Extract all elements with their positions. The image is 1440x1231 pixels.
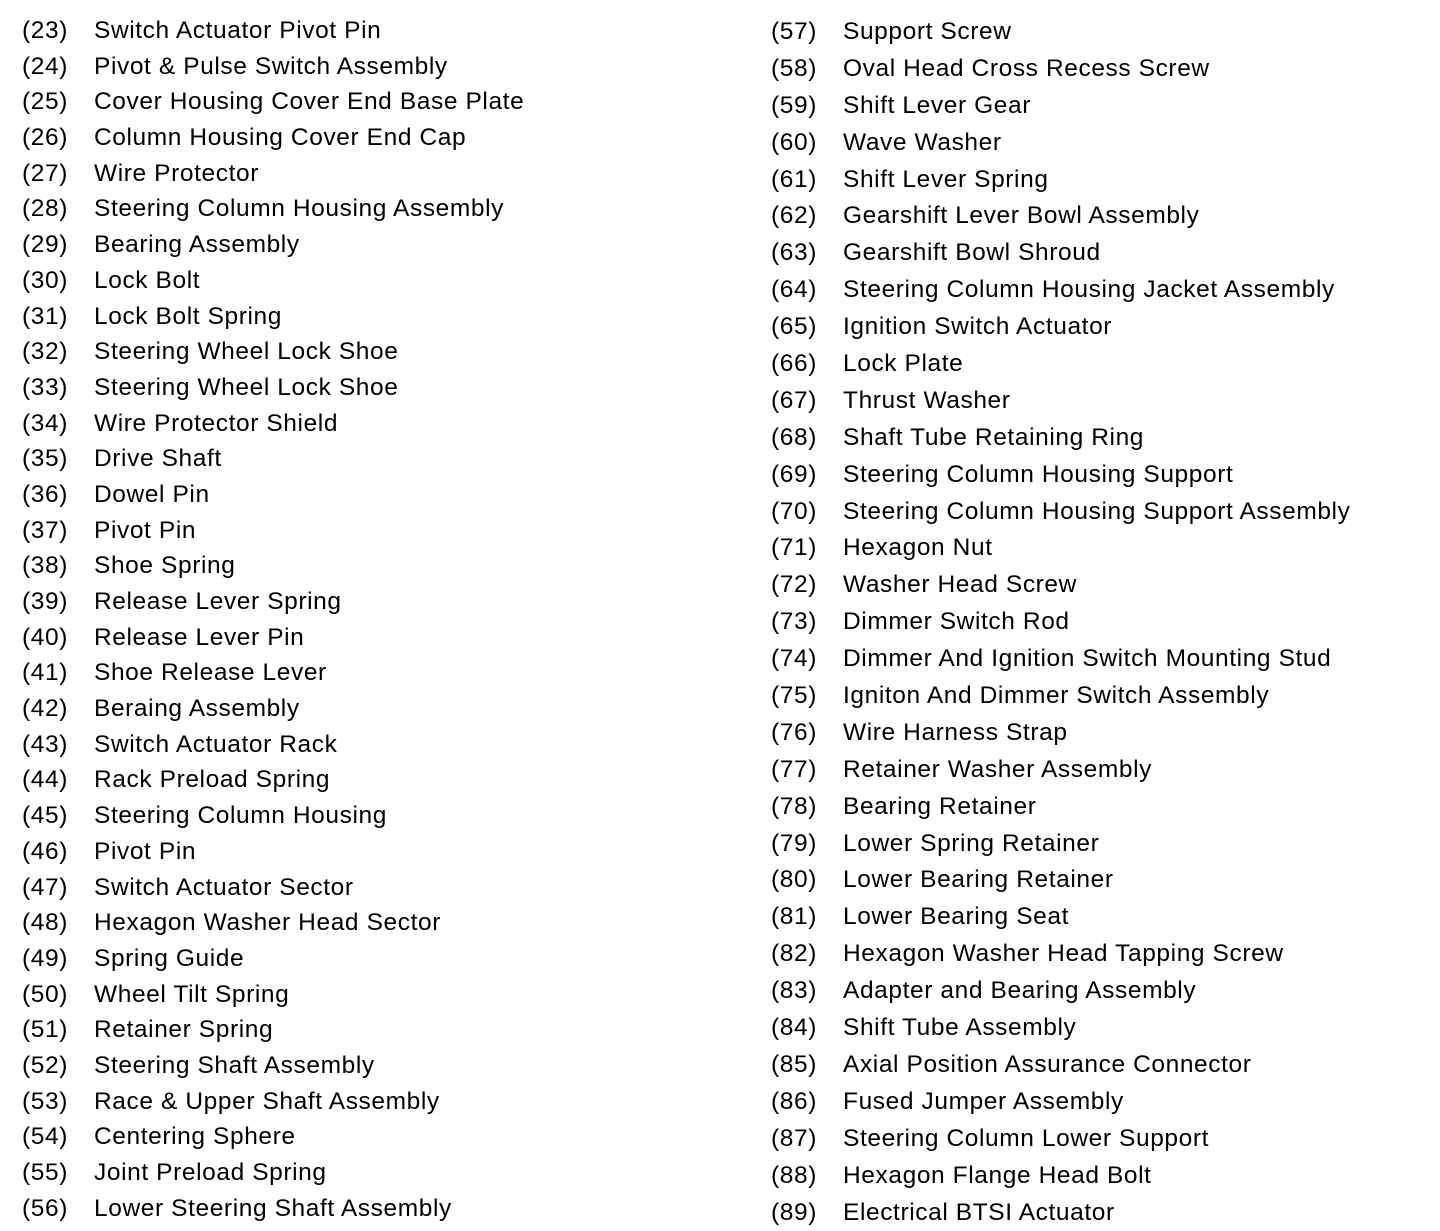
item-name: Steering Wheel Lock Shoe xyxy=(94,334,399,370)
legend-item xyxy=(771,420,1440,457)
item-name: Lower Bearing Retainer xyxy=(843,862,1114,899)
item-name: Wire Protector Shield xyxy=(94,406,338,442)
item-name: Thrust Washer xyxy=(843,383,1011,420)
item-number: (39) xyxy=(22,584,94,620)
item-name: Rack Preload Spring xyxy=(94,762,330,798)
item-name: Hexagon Flange Head Bolt xyxy=(843,1158,1152,1195)
item-name: Switch Actuator Rack xyxy=(94,727,337,763)
item-number: (47) xyxy=(22,870,94,906)
legend-item xyxy=(22,1191,742,1227)
item-name: Gearshift Lever Bowl Assembly xyxy=(843,198,1199,235)
item-number: (88) xyxy=(771,1158,843,1195)
item-number: (41) xyxy=(22,655,94,691)
legend-item xyxy=(771,235,1440,272)
item-name: Release Lever Spring xyxy=(94,584,342,620)
legend-item xyxy=(771,494,1440,531)
legend-item xyxy=(771,272,1440,309)
item-name: Centering Sphere xyxy=(94,1119,296,1155)
item-number: (57) xyxy=(771,14,843,51)
item-name: Shift Lever Spring xyxy=(843,162,1049,199)
item-name: Pivot Pin xyxy=(94,834,196,870)
item-number: (79) xyxy=(771,826,843,863)
legend-item xyxy=(22,870,742,906)
legend-item xyxy=(771,457,1440,494)
item-number: (82) xyxy=(771,936,843,973)
legend-item xyxy=(771,678,1440,715)
item-number: (33) xyxy=(22,370,94,406)
item-number: (46) xyxy=(22,834,94,870)
legend-item xyxy=(22,156,742,192)
item-number: (23) xyxy=(22,13,94,49)
item-name: Ignition Switch Actuator xyxy=(843,309,1112,346)
item-number: (62) xyxy=(771,198,843,235)
item-name: Wire Protector xyxy=(94,156,259,192)
legend-item xyxy=(771,826,1440,863)
legend-item xyxy=(22,227,742,263)
legend-item xyxy=(771,125,1440,162)
item-number: (40) xyxy=(22,620,94,656)
legend-item xyxy=(771,383,1440,420)
legend-item xyxy=(771,309,1440,346)
item-number: (48) xyxy=(22,905,94,941)
item-number: (52) xyxy=(22,1048,94,1084)
item-number: (42) xyxy=(22,691,94,727)
legend-item xyxy=(22,441,742,477)
item-number: (73) xyxy=(771,604,843,641)
item-number: (83) xyxy=(771,973,843,1010)
item-number: (35) xyxy=(22,441,94,477)
legend-item xyxy=(771,88,1440,125)
item-name: Lock Bolt xyxy=(94,263,200,299)
item-name: Igniton And Dimmer Switch Assembly xyxy=(843,678,1269,715)
item-name: Bearing Retainer xyxy=(843,789,1036,826)
item-number: (56) xyxy=(22,1191,94,1227)
item-number: (81) xyxy=(771,899,843,936)
legend-item xyxy=(771,346,1440,383)
item-name: Shaft Tube Retaining Ring xyxy=(843,420,1144,457)
item-number: (80) xyxy=(771,862,843,899)
item-name: Steering Column Housing Assembly xyxy=(94,191,504,227)
item-name: Shift Lever Gear xyxy=(843,88,1031,125)
item-number: (58) xyxy=(771,51,843,88)
item-name: Steering Column Housing Support Assembly xyxy=(843,494,1350,531)
item-name: Steering Column Lower Support xyxy=(843,1121,1209,1158)
item-name: Drive Shaft xyxy=(94,441,222,477)
item-number: (68) xyxy=(771,420,843,457)
legend-item xyxy=(771,198,1440,235)
item-name: Pivot Pin xyxy=(94,513,196,549)
item-name: Oval Head Cross Recess Screw xyxy=(843,51,1210,88)
item-number: (37) xyxy=(22,513,94,549)
legend-item xyxy=(771,789,1440,826)
item-name: Axial Position Assurance Connector xyxy=(843,1047,1252,1084)
item-name: Joint Preload Spring xyxy=(94,1155,327,1191)
item-number: (51) xyxy=(22,1012,94,1048)
legend-item xyxy=(22,548,742,584)
item-name: Hexagon Washer Head Tapping Screw xyxy=(843,936,1284,973)
item-number: (84) xyxy=(771,1010,843,1047)
item-number: (44) xyxy=(22,762,94,798)
item-number: (86) xyxy=(771,1084,843,1121)
legend-item xyxy=(771,752,1440,789)
item-number: (25) xyxy=(22,84,94,120)
item-name: Hexagon Washer Head Sector xyxy=(94,905,441,941)
legend-item xyxy=(22,941,742,977)
item-number: (54) xyxy=(22,1119,94,1155)
legend-item xyxy=(22,299,742,335)
legend-item xyxy=(22,263,742,299)
legend-item xyxy=(22,1155,742,1191)
item-name: Shoe Spring xyxy=(94,548,235,584)
item-number: (72) xyxy=(771,567,843,604)
item-name: Wheel Tilt Spring xyxy=(94,977,289,1013)
legend-item xyxy=(771,899,1440,936)
item-name: Fused Jumper Assembly xyxy=(843,1084,1124,1121)
legend-item xyxy=(22,834,742,870)
item-name: Steering Column Housing Support xyxy=(843,457,1233,494)
item-number: (64) xyxy=(771,272,843,309)
item-name: Pivot & Pulse Switch Assembly xyxy=(94,49,448,85)
legend-item xyxy=(771,51,1440,88)
legend-item xyxy=(22,655,742,691)
legend-item xyxy=(22,120,742,156)
legend-item xyxy=(771,604,1440,641)
item-number: (29) xyxy=(22,227,94,263)
item-number: (34) xyxy=(22,406,94,442)
item-name: Dimmer And Ignition Switch Mounting Stud xyxy=(843,641,1331,678)
item-name: Bearing Assembly xyxy=(94,227,300,263)
item-name: Lower Spring Retainer xyxy=(843,826,1099,863)
item-number: (61) xyxy=(771,162,843,199)
legend-item xyxy=(22,1012,742,1048)
item-name: Gearshift Bowl Shroud xyxy=(843,235,1101,272)
item-number: (38) xyxy=(22,548,94,584)
item-number: (43) xyxy=(22,727,94,763)
item-number: (32) xyxy=(22,334,94,370)
legend-item xyxy=(771,567,1440,604)
item-name: Switch Actuator Pivot Pin xyxy=(94,13,381,49)
item-name: Spring Guide xyxy=(94,941,244,977)
item-name: Wire Harness Strap xyxy=(843,715,1068,752)
item-name: Race & Upper Shaft Assembly xyxy=(94,1084,440,1120)
legend-column-right xyxy=(771,14,1440,1231)
legend-item xyxy=(22,727,742,763)
item-name: Washer Head Screw xyxy=(843,567,1077,604)
item-number: (59) xyxy=(771,88,843,125)
item-name: Dimmer Switch Rod xyxy=(843,604,1070,641)
legend-item xyxy=(22,691,742,727)
item-number: (26) xyxy=(22,120,94,156)
legend-item xyxy=(22,798,742,834)
item-name: Wave Washer xyxy=(843,125,1002,162)
item-number: (67) xyxy=(771,383,843,420)
item-number: (75) xyxy=(771,678,843,715)
item-name: Steering Shaft Assembly xyxy=(94,1048,375,1084)
legend-item xyxy=(771,1121,1440,1158)
legend-item xyxy=(771,862,1440,899)
item-number: (89) xyxy=(771,1195,843,1231)
legend-item xyxy=(771,162,1440,199)
legend-item xyxy=(771,1010,1440,1047)
legend-item xyxy=(22,1084,742,1120)
item-number: (53) xyxy=(22,1084,94,1120)
item-number: (66) xyxy=(771,346,843,383)
item-number: (24) xyxy=(22,49,94,85)
item-name: Lower Bearing Seat xyxy=(843,899,1069,936)
legend-item xyxy=(771,1084,1440,1121)
legend-item xyxy=(22,977,742,1013)
item-name: Shift Tube Assembly xyxy=(843,1010,1076,1047)
legend-item xyxy=(22,762,742,798)
legend-item xyxy=(771,1047,1440,1084)
item-name: Release Lever Pin xyxy=(94,620,304,656)
item-number: (71) xyxy=(771,530,843,567)
item-name: Steering Wheel Lock Shoe xyxy=(94,370,399,406)
item-number: (55) xyxy=(22,1155,94,1191)
item-number: (50) xyxy=(22,977,94,1013)
item-name: Support Screw xyxy=(843,14,1012,51)
item-number: (77) xyxy=(771,752,843,789)
item-number: (36) xyxy=(22,477,94,513)
item-name: Switch Actuator Sector xyxy=(94,870,354,906)
item-number: (74) xyxy=(771,641,843,678)
legend-item xyxy=(22,49,742,85)
item-name: Steering Column Housing xyxy=(94,798,387,834)
legend-column-left xyxy=(22,13,742,1226)
item-number: (30) xyxy=(22,263,94,299)
item-name: Retainer Washer Assembly xyxy=(843,752,1152,789)
item-number: (85) xyxy=(771,1047,843,1084)
legend-item xyxy=(771,973,1440,1010)
legend-item xyxy=(22,513,742,549)
item-name: Adapter and Bearing Assembly xyxy=(843,973,1196,1010)
item-number: (70) xyxy=(771,494,843,531)
item-number: (60) xyxy=(771,125,843,162)
item-number: (76) xyxy=(771,715,843,752)
item-number: (45) xyxy=(22,798,94,834)
legend-item xyxy=(771,936,1440,973)
item-number: (27) xyxy=(22,156,94,192)
legend-item xyxy=(22,584,742,620)
item-name: Cover Housing Cover End Base Plate xyxy=(94,84,524,120)
legend-item xyxy=(22,1119,742,1155)
item-name: Retainer Spring xyxy=(94,1012,273,1048)
item-number: (63) xyxy=(771,235,843,272)
item-number: (49) xyxy=(22,941,94,977)
legend-item xyxy=(771,14,1440,51)
item-name: Steering Column Housing Jacket Assembly xyxy=(843,272,1335,309)
item-name: Hexagon Nut xyxy=(843,530,993,567)
legend-item xyxy=(22,1048,742,1084)
item-number: (65) xyxy=(771,309,843,346)
item-name: Beraing Assembly xyxy=(94,691,300,727)
legend-item xyxy=(22,620,742,656)
legend-item xyxy=(771,1195,1440,1231)
legend-item xyxy=(771,530,1440,567)
item-number: (31) xyxy=(22,299,94,335)
legend-item xyxy=(22,334,742,370)
legend-item xyxy=(771,1158,1440,1195)
item-name: Electrical BTSI Actuator xyxy=(843,1195,1115,1231)
legend-item xyxy=(22,84,742,120)
legend-item xyxy=(22,905,742,941)
item-number: (78) xyxy=(771,789,843,826)
item-name: Lower Steering Shaft Assembly xyxy=(94,1191,452,1227)
legend-item xyxy=(22,370,742,406)
item-name: Lock Plate xyxy=(843,346,963,383)
legend-item xyxy=(771,715,1440,752)
item-number: (28) xyxy=(22,191,94,227)
item-number: (69) xyxy=(771,457,843,494)
legend-item xyxy=(22,477,742,513)
legend-item xyxy=(22,406,742,442)
item-name: Column Housing Cover End Cap xyxy=(94,120,466,156)
item-name: Shoe Release Lever xyxy=(94,655,327,691)
legend-item xyxy=(771,641,1440,678)
item-name: Lock Bolt Spring xyxy=(94,299,282,335)
legend-item xyxy=(22,191,742,227)
legend-item xyxy=(22,13,742,49)
item-number: (87) xyxy=(771,1121,843,1158)
item-name: Dowel Pin xyxy=(94,477,210,513)
